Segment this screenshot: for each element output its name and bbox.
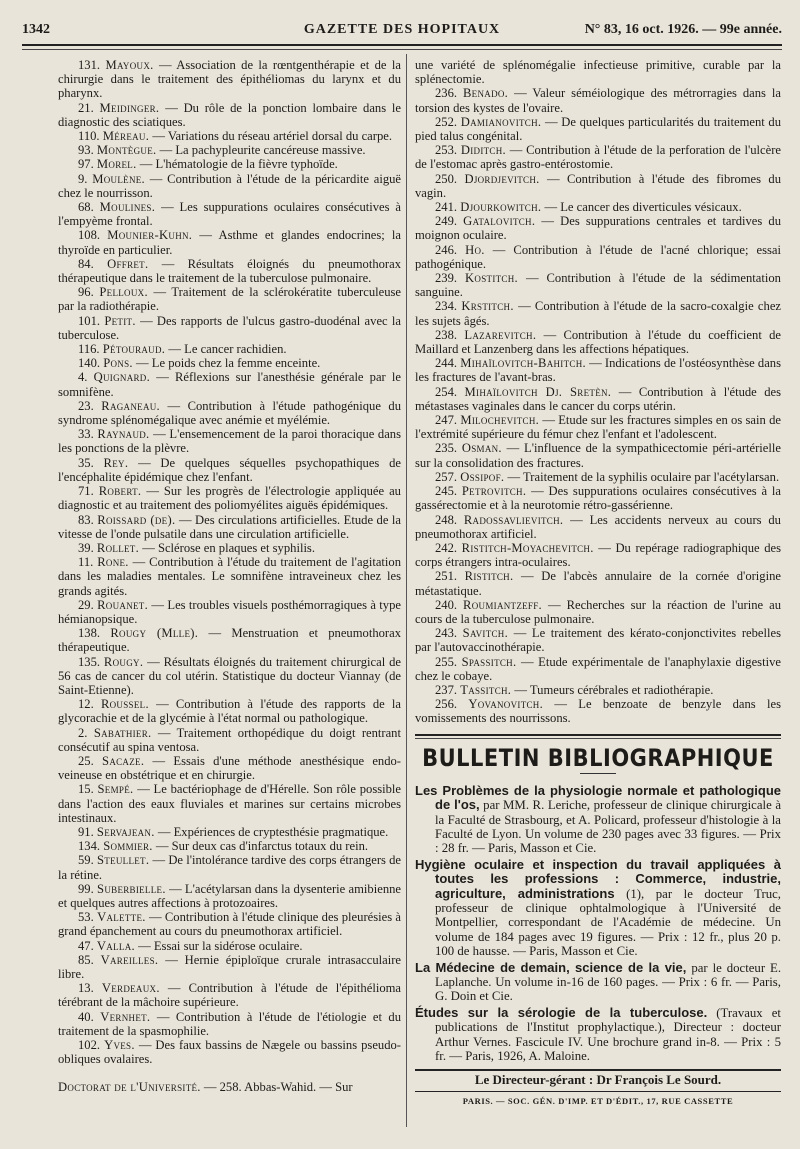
thesis-author: Raynaud. bbox=[97, 427, 150, 442]
thesis-entry bbox=[58, 257, 401, 285]
thesis-entry bbox=[58, 697, 401, 725]
thesis-number: 252. bbox=[435, 114, 458, 129]
thesis-title: — Des circulations artificielles. Etude de la vitesse de l'onde pulsatile dans une circulation artificielle. bbox=[58, 512, 402, 541]
thesis-author: Krstitch. bbox=[461, 299, 514, 314]
thesis-title: — L'ensemencement de la paroi thoracique dans les ponctions de la plèvre. bbox=[58, 427, 402, 456]
thesis-title: — Des rapports de l'ulcus gastro-duodénal avec la tuberculose. bbox=[58, 313, 401, 342]
thesis-entry bbox=[415, 385, 781, 413]
thesis-title: — Des faux bassins de Nægele ou bassins pseudo-obliques ovalaires. bbox=[58, 1038, 402, 1067]
thesis-entry bbox=[58, 939, 401, 953]
page-header bbox=[22, 22, 782, 46]
thesis-title: — L'hématologie de la fièvre typhoïde. bbox=[139, 157, 338, 172]
thesis-author: Diditch. bbox=[460, 143, 506, 158]
thesis-number: 249. bbox=[435, 214, 458, 229]
thesis-number: 47. bbox=[78, 938, 94, 953]
thesis-title: — Menstruation et pneumothorax thérapeutique. bbox=[58, 626, 401, 655]
thesis-entry bbox=[58, 484, 401, 512]
thesis-entry bbox=[58, 157, 401, 171]
page-number: 1342 bbox=[22, 22, 50, 37]
thesis-list-left bbox=[58, 58, 401, 1066]
issue-info: N° 83, 16 oct. 1926. — 99e année. bbox=[584, 22, 782, 37]
thesis-entry bbox=[58, 143, 401, 157]
thesis-title: — L'acétylarsan dans la dysenterie amibienne et quelques autres affections à protozoaires. bbox=[58, 881, 401, 910]
thesis-author: Djourkowitch. bbox=[460, 200, 542, 215]
thesis-entry bbox=[58, 910, 401, 938]
thesis-number: 85. bbox=[78, 952, 94, 967]
thesis-title: — Le benzoate de benzyle dans les vomissements des nourrissons. bbox=[415, 697, 781, 726]
thesis-number: 138. bbox=[78, 626, 101, 641]
book-details: par MM. R. Leriche, professeur de clinique chirurgicale à la Faculté de Strasbourg, et A. Policard, professeur d'histologie à la Faculté de Lyon. Un volume de 230 pages avec 33 figures. — Prix : 28 fr. — Paris, Masson et Cie. bbox=[435, 798, 781, 856]
thesis-number: 131. bbox=[78, 58, 101, 72]
thesis-title: — Traitement orthopédique du doigt rentrant consécutif au spina ventosa. bbox=[58, 725, 401, 754]
thesis-entry bbox=[58, 427, 401, 455]
thesis-entry bbox=[58, 172, 401, 200]
thesis-entry bbox=[415, 697, 781, 725]
thesis-number: 99. bbox=[78, 881, 94, 896]
thesis-number: 257. bbox=[435, 469, 458, 484]
thesis-entry bbox=[415, 356, 781, 384]
thesis-entry bbox=[58, 981, 401, 1009]
doctorat-line bbox=[58, 1080, 401, 1094]
thesis-title: — De quelques séquelles psychopathiques de l'encéphalite épidémique chez l'enfant. bbox=[58, 455, 401, 484]
thesis-number: 11. bbox=[78, 555, 94, 570]
thesis-author: Mihaïlovitch-Bahitch. bbox=[460, 356, 586, 371]
thesis-entry bbox=[58, 541, 401, 555]
thesis-title: — Etude sur les fractures simples en os sain de l'extrémité supérieure du fémur chez l'enfant et l'adolescent. bbox=[415, 413, 781, 442]
thesis-author: Pelloux. bbox=[99, 285, 148, 300]
book-entry bbox=[415, 784, 781, 856]
right-column bbox=[415, 58, 781, 1108]
thesis-author: Lazarevitch. bbox=[464, 327, 537, 342]
thesis-entry bbox=[415, 143, 781, 171]
thesis-title: — Du rôle de la ponction lombaire dans le diagnostic des sciatiques. bbox=[58, 100, 402, 129]
thesis-author: Montègue. bbox=[96, 143, 157, 158]
thesis-entry bbox=[58, 356, 401, 370]
thesis-number: 40. bbox=[78, 1009, 94, 1024]
thesis-entry bbox=[415, 271, 781, 299]
thesis-title: — Le poids chez la femme enceinte. bbox=[136, 356, 321, 371]
thesis-number: 71. bbox=[78, 484, 94, 499]
thesis-number: 243. bbox=[435, 626, 458, 641]
thesis-title: — Contribution à l'étude du coefficient de Maillard et Lanzenberg dans les affections hépatiques. bbox=[415, 327, 781, 357]
thesis-entry bbox=[58, 626, 401, 654]
thesis-number: 23. bbox=[78, 398, 94, 413]
thesis-author: Yovanovitch. bbox=[468, 697, 544, 712]
thesis-author: Djordjevitch. bbox=[464, 171, 540, 186]
thesis-entry bbox=[58, 782, 401, 825]
thesis-entry bbox=[415, 200, 781, 214]
thesis-number: 241. bbox=[435, 200, 458, 215]
thesis-author: Meidinger. bbox=[99, 100, 160, 115]
book-title: Les Problèmes de la physiologie normale et pathologique de l'os, bbox=[415, 782, 781, 813]
thesis-list-right bbox=[415, 86, 781, 725]
thesis-number: 247. bbox=[435, 413, 458, 428]
thesis-title: — Contribution à l'étude clinique des pleurésies à grand épanchement au cours du pneumothorax artificiel. bbox=[58, 910, 402, 939]
doctorat-text: — 258. Abbas-Wahid. — Sur bbox=[203, 1080, 353, 1095]
thesis-entry bbox=[415, 569, 781, 597]
thesis-title: — Association de la rœntgenthérapie et de la chirurgie dans le traitement des épithéliomas du larynx et du pharynx. bbox=[58, 58, 401, 101]
thesis-entry bbox=[415, 541, 781, 569]
thesis-number: 35. bbox=[78, 455, 94, 470]
thesis-number: 255. bbox=[435, 654, 458, 669]
thesis-title: — Les troubles visuels posthémorragiques à type hémianopsique. bbox=[58, 597, 401, 626]
thesis-title: — Valeur séméiologique des métrorragies dans la torsion des kystes de l'ovaire. bbox=[415, 86, 781, 115]
thesis-entry bbox=[58, 598, 401, 626]
thesis-title: — Contribution à l'étude pathogénique du syndrome splénomégalique avec anémie et myélémie. bbox=[58, 398, 401, 428]
thesis-author: Robert. bbox=[98, 484, 142, 499]
thesis-number: 244. bbox=[435, 356, 458, 371]
thesis-entry bbox=[415, 328, 781, 356]
thesis-author: Gatalovitch. bbox=[463, 214, 536, 229]
thesis-author: Sabathier. bbox=[93, 725, 152, 740]
thesis-author: Mayoux. bbox=[105, 58, 154, 72]
thesis-number: 83. bbox=[78, 512, 94, 527]
thesis-number: 21. bbox=[78, 100, 94, 115]
thesis-number: 242. bbox=[435, 540, 458, 555]
thesis-author: Vernhet. bbox=[100, 1009, 151, 1024]
thesis-title: — Le cancer des diverticules vésicaux. bbox=[544, 200, 742, 215]
thesis-number: 240. bbox=[435, 597, 458, 612]
thesis-title: — Contribution à l'étude des métastases vaginales dans le cancer du corps utérin. bbox=[415, 384, 782, 413]
thesis-author: Ristitch. bbox=[464, 569, 514, 584]
thesis-number: 250. bbox=[435, 171, 458, 186]
thesis-number: 96. bbox=[78, 285, 94, 300]
thesis-title: — Contribution à l'étude de l'étiologie et du traitement de la spasmophilie. bbox=[58, 1009, 402, 1038]
director-manager: Le Directeur-gérant : Dr François Le Sourd. bbox=[474, 1072, 722, 1088]
thesis-author: Offret. bbox=[107, 256, 149, 271]
title-underline bbox=[580, 773, 616, 774]
thesis-entry bbox=[415, 470, 781, 484]
thesis-title: — Réflexions sur l'anesthésie générale par le somnifène. bbox=[58, 370, 401, 399]
thesis-entry bbox=[58, 839, 401, 853]
thesis-author: Sempé. bbox=[97, 782, 134, 797]
thesis-author: Tassitch. bbox=[460, 682, 512, 697]
thesis-entry bbox=[415, 172, 781, 200]
thesis-author: Sommier. bbox=[103, 839, 153, 854]
thesis-title: — Résultats éloignés du traitement chirurgical de 56 cas de cancer du col utérin. Statistique du docteur Viannay (de Saint-Etienne). bbox=[58, 654, 401, 697]
thesis-number: 97. bbox=[78, 157, 94, 172]
thesis-number: 245. bbox=[435, 484, 458, 499]
thesis-author: Moulines. bbox=[99, 200, 156, 215]
thesis-entry bbox=[58, 655, 401, 698]
thesis-entry bbox=[415, 626, 781, 654]
thesis-title: — Contribution à l'étude de la perforation de l'ulcère de l'estomac après gastro-entérostomie. bbox=[415, 143, 781, 172]
book-entry bbox=[415, 858, 781, 959]
thesis-entry bbox=[58, 58, 401, 101]
thesis-author: Mounier-Kuhn. bbox=[107, 228, 193, 243]
thesis-author: Rougy. bbox=[103, 654, 144, 669]
thesis-number: 239. bbox=[435, 271, 458, 286]
thesis-title: — Contribution à l'étude de l'acné chlorique; essai pathogénique. bbox=[415, 242, 781, 271]
thesis-author: Roumiantzeff. bbox=[463, 597, 542, 612]
thesis-title: — Sur les progrès de l'électrologie appliquée au diagnostic et au traitement des poliomyélites aiguës épidémiques. bbox=[58, 484, 401, 513]
thesis-title: — Essais d'une méthode anesthésique endo-veineuse en obstétrique et en chirurgie. bbox=[58, 753, 401, 783]
thesis-author: Damianovitch. bbox=[460, 114, 542, 129]
thesis-author: Rey. bbox=[103, 455, 129, 470]
book-details: (1), par le docteur Truc, professeur de clinique ophtalmologique à l'Université de Montpellier, correspondant de l'Académie de médecine. Un volume de 184 pages avec 19 figures. — Prix : 12 fr., plus 20 p. 100 de hausse. — Paris, Masson et Cie. bbox=[435, 886, 781, 959]
thesis-title: — De l'abcès annulaire de la cornée d'origine métastatique. bbox=[415, 569, 781, 598]
thesis-author: Rouanet. bbox=[97, 597, 149, 612]
thesis-entry bbox=[58, 200, 401, 228]
thesis-author: Kostitch. bbox=[465, 271, 518, 286]
thesis-title: — Le cancer rachidien. bbox=[168, 342, 287, 357]
thesis-number: 39. bbox=[78, 540, 94, 555]
book-title: Études sur la sérologie de la tuberculose. bbox=[415, 1004, 708, 1020]
thesis-author: Mihaïlovitch Dj. Sretèn. bbox=[464, 384, 612, 399]
thesis-entry bbox=[415, 513, 781, 541]
thesis-number: 101. bbox=[78, 313, 101, 328]
continuation-text: une variété de splénomégalie infectieuse primitive, curable par la splénectomie. bbox=[415, 58, 781, 87]
thesis-number: 237. bbox=[435, 682, 458, 697]
thesis-number: 238. bbox=[435, 327, 458, 342]
thesis-title: — La pachypleurite cancéreuse massive. bbox=[159, 143, 366, 158]
thesis-entry bbox=[58, 129, 401, 143]
thesis-author: Rone. bbox=[97, 555, 129, 570]
thesis-number: 53. bbox=[78, 910, 94, 925]
thesis-author: Vareilles. bbox=[100, 952, 159, 967]
thesis-title: — Contribution à l'étude des fibromes du vagin. bbox=[415, 171, 782, 200]
book-title: Hygiène oculaire et inspection du travail appliquées à toutes les professions : Commerce, industrie, agriculture, administrations bbox=[415, 856, 781, 901]
thesis-title: — Contribution à l'étude de l'épithélioma térébrant de la mâchoire supérieure. bbox=[58, 981, 401, 1010]
thesis-entry bbox=[58, 399, 401, 427]
thesis-entry bbox=[415, 655, 781, 683]
book-entry bbox=[415, 961, 781, 1004]
thesis-author: Radossavlievitch. bbox=[463, 512, 564, 527]
thesis-title: — Contribution à l'étude de la sédimentation sanguine. bbox=[415, 271, 781, 300]
thesis-author: Rollet. bbox=[96, 540, 140, 555]
thesis-entry bbox=[58, 555, 401, 598]
thesis-entry bbox=[58, 853, 401, 881]
bulletin-title: BULLETIN BIBLIOGRAPHIQUE bbox=[422, 743, 774, 772]
thesis-entry bbox=[415, 484, 781, 512]
thesis-author: Sacaze. bbox=[102, 753, 145, 768]
thesis-number: 108. bbox=[78, 228, 101, 243]
book-entry bbox=[415, 1006, 781, 1064]
thesis-title: — Sur deux cas d'infarctus totaux du rein. bbox=[155, 839, 369, 854]
book-title: La Médecine de demain, science de la vie, bbox=[415, 959, 687, 975]
thesis-number: 246. bbox=[435, 242, 458, 257]
thesis-entry bbox=[415, 115, 781, 143]
thesis-author: Moulène. bbox=[92, 171, 145, 186]
thesis-number: 235. bbox=[435, 441, 458, 456]
thesis-number: 84. bbox=[78, 256, 94, 271]
thesis-number: 91. bbox=[78, 824, 94, 839]
column-divider bbox=[406, 54, 407, 1127]
thesis-author: Roussel. bbox=[100, 697, 149, 712]
thesis-number: 13. bbox=[78, 981, 94, 996]
thesis-author: Benado. bbox=[462, 86, 509, 101]
thesis-author: Verdeaux. bbox=[101, 981, 160, 996]
thesis-author: Osman. bbox=[461, 441, 502, 456]
thesis-title: — Des suppurations oculaires consécutives à la gassérectomie et à la neurotomie rétro-gassérienne. bbox=[415, 484, 781, 513]
thesis-entry bbox=[58, 342, 401, 356]
thesis-author: Méreau. bbox=[102, 129, 150, 144]
journal-title: GAZETTE DES HOPITAUX bbox=[303, 22, 501, 37]
thesis-author: Rougy (Mlle). bbox=[110, 626, 199, 641]
thesis-entry bbox=[415, 214, 781, 242]
printer-rule bbox=[415, 1091, 781, 1092]
thesis-author: Yves. bbox=[104, 1038, 135, 1053]
thesis-title: — Hernie épiploïque crurale intrasacculaire libre. bbox=[58, 952, 402, 981]
thesis-entry bbox=[58, 456, 401, 484]
thesis-title: — Contribution à l'étude du traitement de l'agitation dans les maladies mentales. Le somnifène intraveineux chez les grands agités. bbox=[58, 555, 402, 598]
thesis-title: — Asthme et glandes endocrines; la thyroïde en particulier. bbox=[58, 228, 402, 257]
thesis-author: Raganeau. bbox=[101, 398, 160, 413]
thesis-entry bbox=[58, 953, 401, 981]
thesis-number: 12. bbox=[78, 697, 94, 712]
thesis-number: 254. bbox=[435, 384, 458, 399]
thesis-title: — Contribution à l'étude des rapports de la glycorachie et de la glycémie à l'état normal ou pathologique. bbox=[58, 697, 401, 726]
thesis-author: Ristitch-Moyachevitch. bbox=[461, 540, 594, 555]
thesis-entry bbox=[415, 413, 781, 441]
thesis-author: Suberbielle. bbox=[97, 881, 166, 896]
thesis-title: — Résultats éloignés du pneumothorax thérapeutique dans le traitement de la tuberculose pulmonaire. bbox=[58, 256, 402, 286]
thesis-author: Ho. bbox=[465, 242, 485, 257]
thesis-number: 102. bbox=[78, 1038, 101, 1053]
thesis-entry bbox=[415, 598, 781, 626]
thesis-author: Ossipof. bbox=[460, 469, 505, 484]
thesis-number: 2. bbox=[78, 725, 88, 740]
thesis-number: 4. bbox=[78, 370, 88, 385]
thesis-entry bbox=[58, 285, 401, 313]
thesis-entry bbox=[58, 754, 401, 782]
thesis-entry bbox=[58, 228, 401, 256]
thesis-number: 253. bbox=[435, 143, 458, 158]
thesis-author: Spassitch. bbox=[461, 654, 517, 669]
thesis-title: — Indications de l'ostéosynthèse dans les fractures de l'avant-bras. bbox=[415, 356, 782, 385]
printer-line: PARIS. — SOC. GÉN. D'IMP. ET D'ÉDIT., 17, RUE CASSETTE bbox=[462, 1095, 734, 1106]
book-details: par le docteur E. Laplanche. Un volume in-16 de 160 pages. — Prix : 6 fr. — Paris, G. Doin et Cie. bbox=[435, 960, 782, 1004]
thesis-entry bbox=[415, 683, 781, 697]
thesis-number: 93. bbox=[78, 143, 94, 158]
thesis-title: — De l'intolérance tardive des corps étrangers de la rétine. bbox=[58, 853, 402, 882]
thesis-number: 110. bbox=[78, 129, 100, 144]
thesis-entry bbox=[58, 314, 401, 342]
thesis-author: Pétouraud. bbox=[102, 342, 166, 357]
thesis-title: — Le bactériophage de d'Hérelle. Son rôle possible dans l'action des eaux fluviales et marines sur certains microbes intestinaux. bbox=[58, 782, 402, 825]
thesis-title: — Traitement de la sclérokératite tuberculeuse par la radiothérapie. bbox=[58, 285, 402, 314]
thesis-author: Valla. bbox=[96, 938, 135, 953]
thesis-author: Petrovitch. bbox=[461, 484, 527, 499]
left-column bbox=[58, 58, 401, 1095]
thesis-title: — Variations du réseau artériel dorsal du carpe. bbox=[152, 129, 392, 144]
thesis-title: — Contribution à l'étude de la péricardite aiguë chez le nourrisson. bbox=[58, 171, 401, 200]
thesis-number: 33. bbox=[78, 427, 94, 442]
header-rule bbox=[22, 44, 782, 46]
thesis-title: — Recherches sur la réaction de l'urine au cours de la tuberculose pulmonaire. bbox=[415, 597, 782, 626]
thesis-title: — Sclérose en plaques et syphilis. bbox=[142, 540, 315, 555]
thesis-title: — Contribution à l'étude de la sacro-coxalgie chez les sujets âgés. bbox=[415, 299, 781, 328]
thesis-entry bbox=[415, 86, 781, 114]
thesis-title: — Du repérage radiographique des corps étrangers intra-oculaires. bbox=[415, 540, 781, 570]
thesis-number: 236. bbox=[435, 86, 458, 101]
thesis-title: — Etude expérimentale de l'anaphylaxie digestive chez le cobaye. bbox=[415, 654, 781, 683]
bulletin-rule bbox=[415, 734, 781, 736]
thesis-author: Savitch. bbox=[462, 626, 509, 641]
thesis-number: 15. bbox=[78, 782, 94, 797]
thesis-title: — Expériences de cryptesthésie pragmatique. bbox=[157, 824, 389, 839]
thesis-author: Milochevitch. bbox=[460, 413, 540, 428]
thesis-entry bbox=[58, 726, 401, 754]
thesis-title: — Tumeurs cérébrales et radiothérapie. bbox=[514, 682, 714, 697]
thesis-number: 25. bbox=[78, 753, 94, 768]
thesis-author: Servajean. bbox=[96, 824, 155, 839]
thesis-entry bbox=[58, 882, 401, 910]
thesis-entry bbox=[415, 299, 781, 327]
book-list bbox=[415, 784, 781, 1064]
thesis-entry bbox=[58, 1010, 401, 1038]
thesis-entry bbox=[58, 101, 401, 129]
thesis-title: — Les suppurations oculaires consécutives à l'empyème frontal. bbox=[58, 200, 402, 229]
thesis-number: 9. bbox=[78, 171, 88, 186]
thesis-title: — De quelques particularités du traitement du pied talus congénital. bbox=[415, 114, 782, 144]
thesis-author: Quignard. bbox=[93, 370, 151, 385]
thesis-number: 256. bbox=[435, 697, 458, 712]
thesis-entry bbox=[58, 513, 401, 541]
gerant-rule bbox=[415, 1069, 781, 1071]
thesis-entry bbox=[58, 825, 401, 839]
bulletin-rule-thin bbox=[415, 738, 781, 739]
thesis-author: Pons. bbox=[103, 356, 133, 371]
thesis-entry bbox=[58, 1038, 401, 1066]
book-details: (Travaux et publications de l'Institut prophylactique.), Directeur : docteur Arthur Vernes. Fascicule IV. Une brochure grand in-8. — Prix : 5 fr. — Paris, 1926, A. Maloine. bbox=[435, 1005, 781, 1064]
thesis-title: — Traitement de la syphilis oculaire par l'acétylarsan. bbox=[507, 469, 780, 484]
doctorat-label: Doctorat de l'Université. bbox=[58, 1080, 201, 1095]
thesis-number: 59. bbox=[78, 853, 94, 868]
thesis-entry bbox=[415, 243, 781, 271]
thesis-number: 116. bbox=[78, 342, 100, 357]
thesis-author: Petit. bbox=[104, 313, 136, 328]
thesis-title: — Les accidents nerveux au cours du pneumothorax artificiel. bbox=[415, 512, 781, 541]
thesis-author: Morel. bbox=[96, 157, 137, 172]
thesis-number: 140. bbox=[78, 356, 101, 371]
thesis-author: Roissard (de). bbox=[97, 512, 176, 527]
thesis-number: 134. bbox=[78, 839, 101, 854]
thesis-number: 234. bbox=[435, 299, 458, 314]
thesis-number: 68. bbox=[78, 200, 94, 215]
thesis-author: Steullet. bbox=[96, 853, 150, 868]
thesis-number: 29. bbox=[78, 597, 94, 612]
thesis-number: 135. bbox=[78, 654, 101, 669]
thesis-title: — Le traitement des kérato-conjonctivites rebelles par l'autovaccinothérapie. bbox=[415, 626, 781, 655]
thesis-number: 248. bbox=[435, 512, 458, 527]
thesis-title: — L'influence de la sympathicectomie péri-artérielle sur la consolidation des fractures. bbox=[415, 441, 781, 470]
thesis-number: 251. bbox=[435, 569, 458, 584]
thesis-title: — Essai sur la sidérose oculaire. bbox=[138, 938, 303, 953]
thesis-author: Valette. bbox=[97, 910, 146, 925]
header-rule-thin bbox=[22, 49, 782, 50]
thesis-entry bbox=[58, 370, 401, 398]
thesis-entry bbox=[415, 441, 781, 469]
thesis-title: — Des suppurations centrales et tardives du moignon oculaire. bbox=[415, 214, 781, 243]
